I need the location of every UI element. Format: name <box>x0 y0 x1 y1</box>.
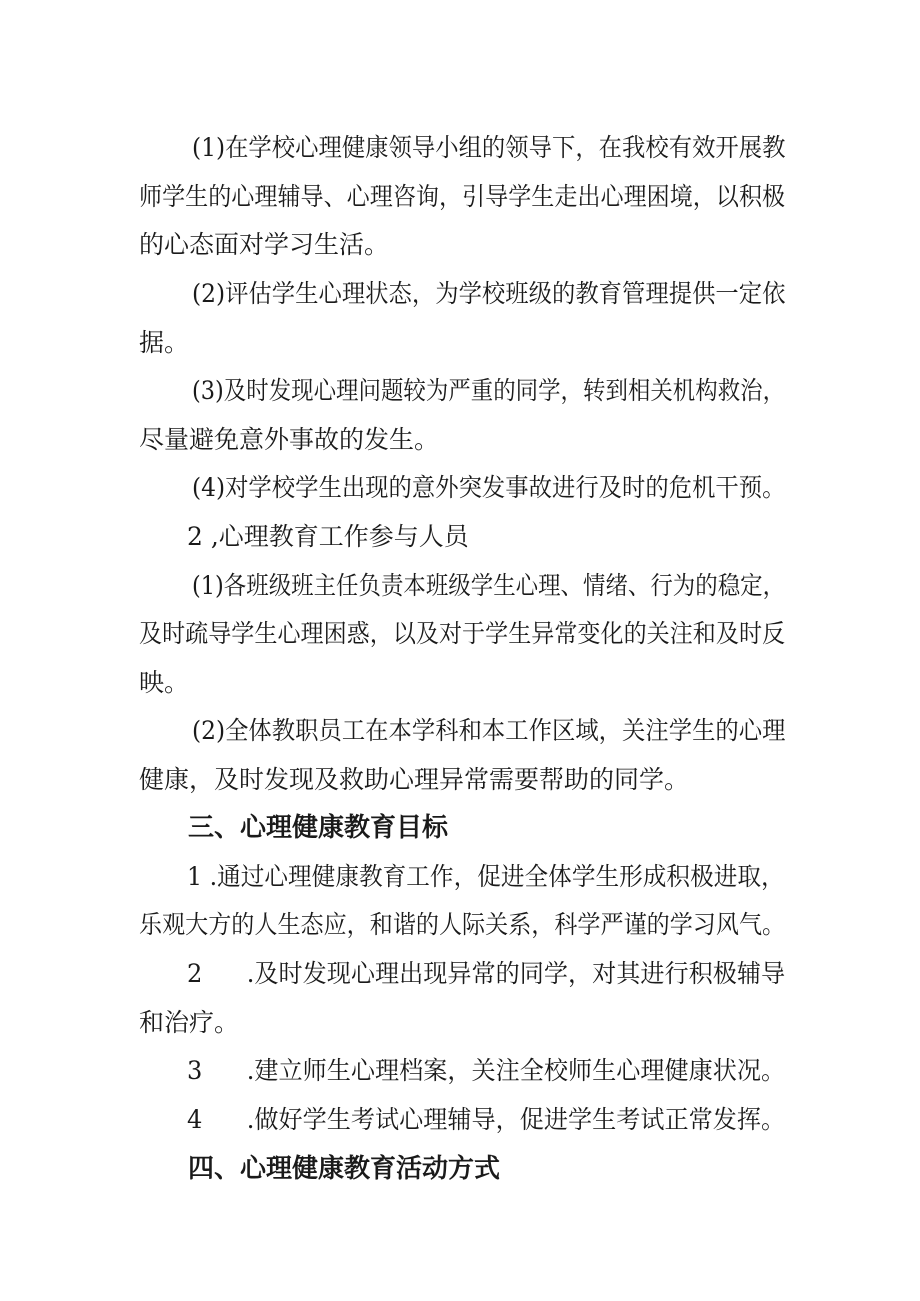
paragraph-duty-3-line-1: (3)及时发现心理问题较为严重的同学，转到相关机构救治， <box>192 376 786 405</box>
goal-4 <box>187 1103 785 1137</box>
goal-3-text: .建立师生心理档案，关注全校师生心理健康状况。 <box>246 1056 786 1085</box>
paragraph-participant-1-line-2: 及时疏导学生心理困惑，以及对于学生异常变化的关注和及时反 <box>139 619 786 648</box>
goal-1-line-1: 1 .通过心理健康教育工作，促进全体学生形成积极进取， <box>187 862 785 891</box>
goal-2-number: 2 <box>187 959 203 988</box>
goal-3 <box>187 1054 785 1088</box>
paragraph-participant-2-line-1: (2)全体教职员工在本学科和本工作区域，关注学生的心理 <box>192 716 786 745</box>
paragraph-duty-1-line-1: (1)在学校心理健康领导小组的领导下，在我校有效开展教 <box>192 133 786 162</box>
subheading-participants: 2 ,心理教育工作参与人员 <box>187 522 469 551</box>
paragraph-participant-2-line-2: 健康，及时发现及救助心理异常需要帮助的同学。 <box>139 765 690 794</box>
goal-4-text: .做好学生考试心理辅导，促进学生考试正常发挥。 <box>246 1105 786 1134</box>
paragraph-participant-1-line-1: (1)各班级班主任负责本班级学生心理、情绪、行为的稳定， <box>192 571 786 600</box>
paragraph-duty-4: (4)对学校学生出现的意外突发事故进行及时的危机干预。 <box>192 473 786 502</box>
section-heading-activities: 四、心理健康教育活动方式 <box>188 1154 501 1184</box>
paragraph-duty-3-line-2: 尽量避免意外事故的发生。 <box>139 425 440 454</box>
section-heading-goals: 三、心理健康教育目标 <box>188 813 449 843</box>
goal-4-number: 4 <box>187 1105 203 1134</box>
goal-3-number: 3 <box>187 1056 203 1085</box>
paragraph-duty-2-line-1: (2)评估学生心理状态，为学校班级的教育管理提供一定依 <box>192 279 786 308</box>
goal-1-line-2: 乐观大方的人生态应，和谐的人际关系，科学严谨的学习风气。 <box>139 910 786 939</box>
paragraph-duty-2-line-2: 据。 <box>139 328 190 357</box>
goal-2-line-2: 和治疗。 <box>139 1008 240 1037</box>
paragraph-duty-1-line-3: 的心态面对学习生活。 <box>139 230 390 259</box>
goal-2-line-1 <box>187 957 785 991</box>
paragraph-duty-1-line-2: 师学生的心理辅导、心理咨询，引导学生走出心理困境，以积极 <box>139 182 786 211</box>
paragraph-participant-1-line-3: 映。 <box>139 668 190 697</box>
goal-2-text: .及时发现心理出现异常的同学，对其进行积极辅导 <box>246 959 786 988</box>
